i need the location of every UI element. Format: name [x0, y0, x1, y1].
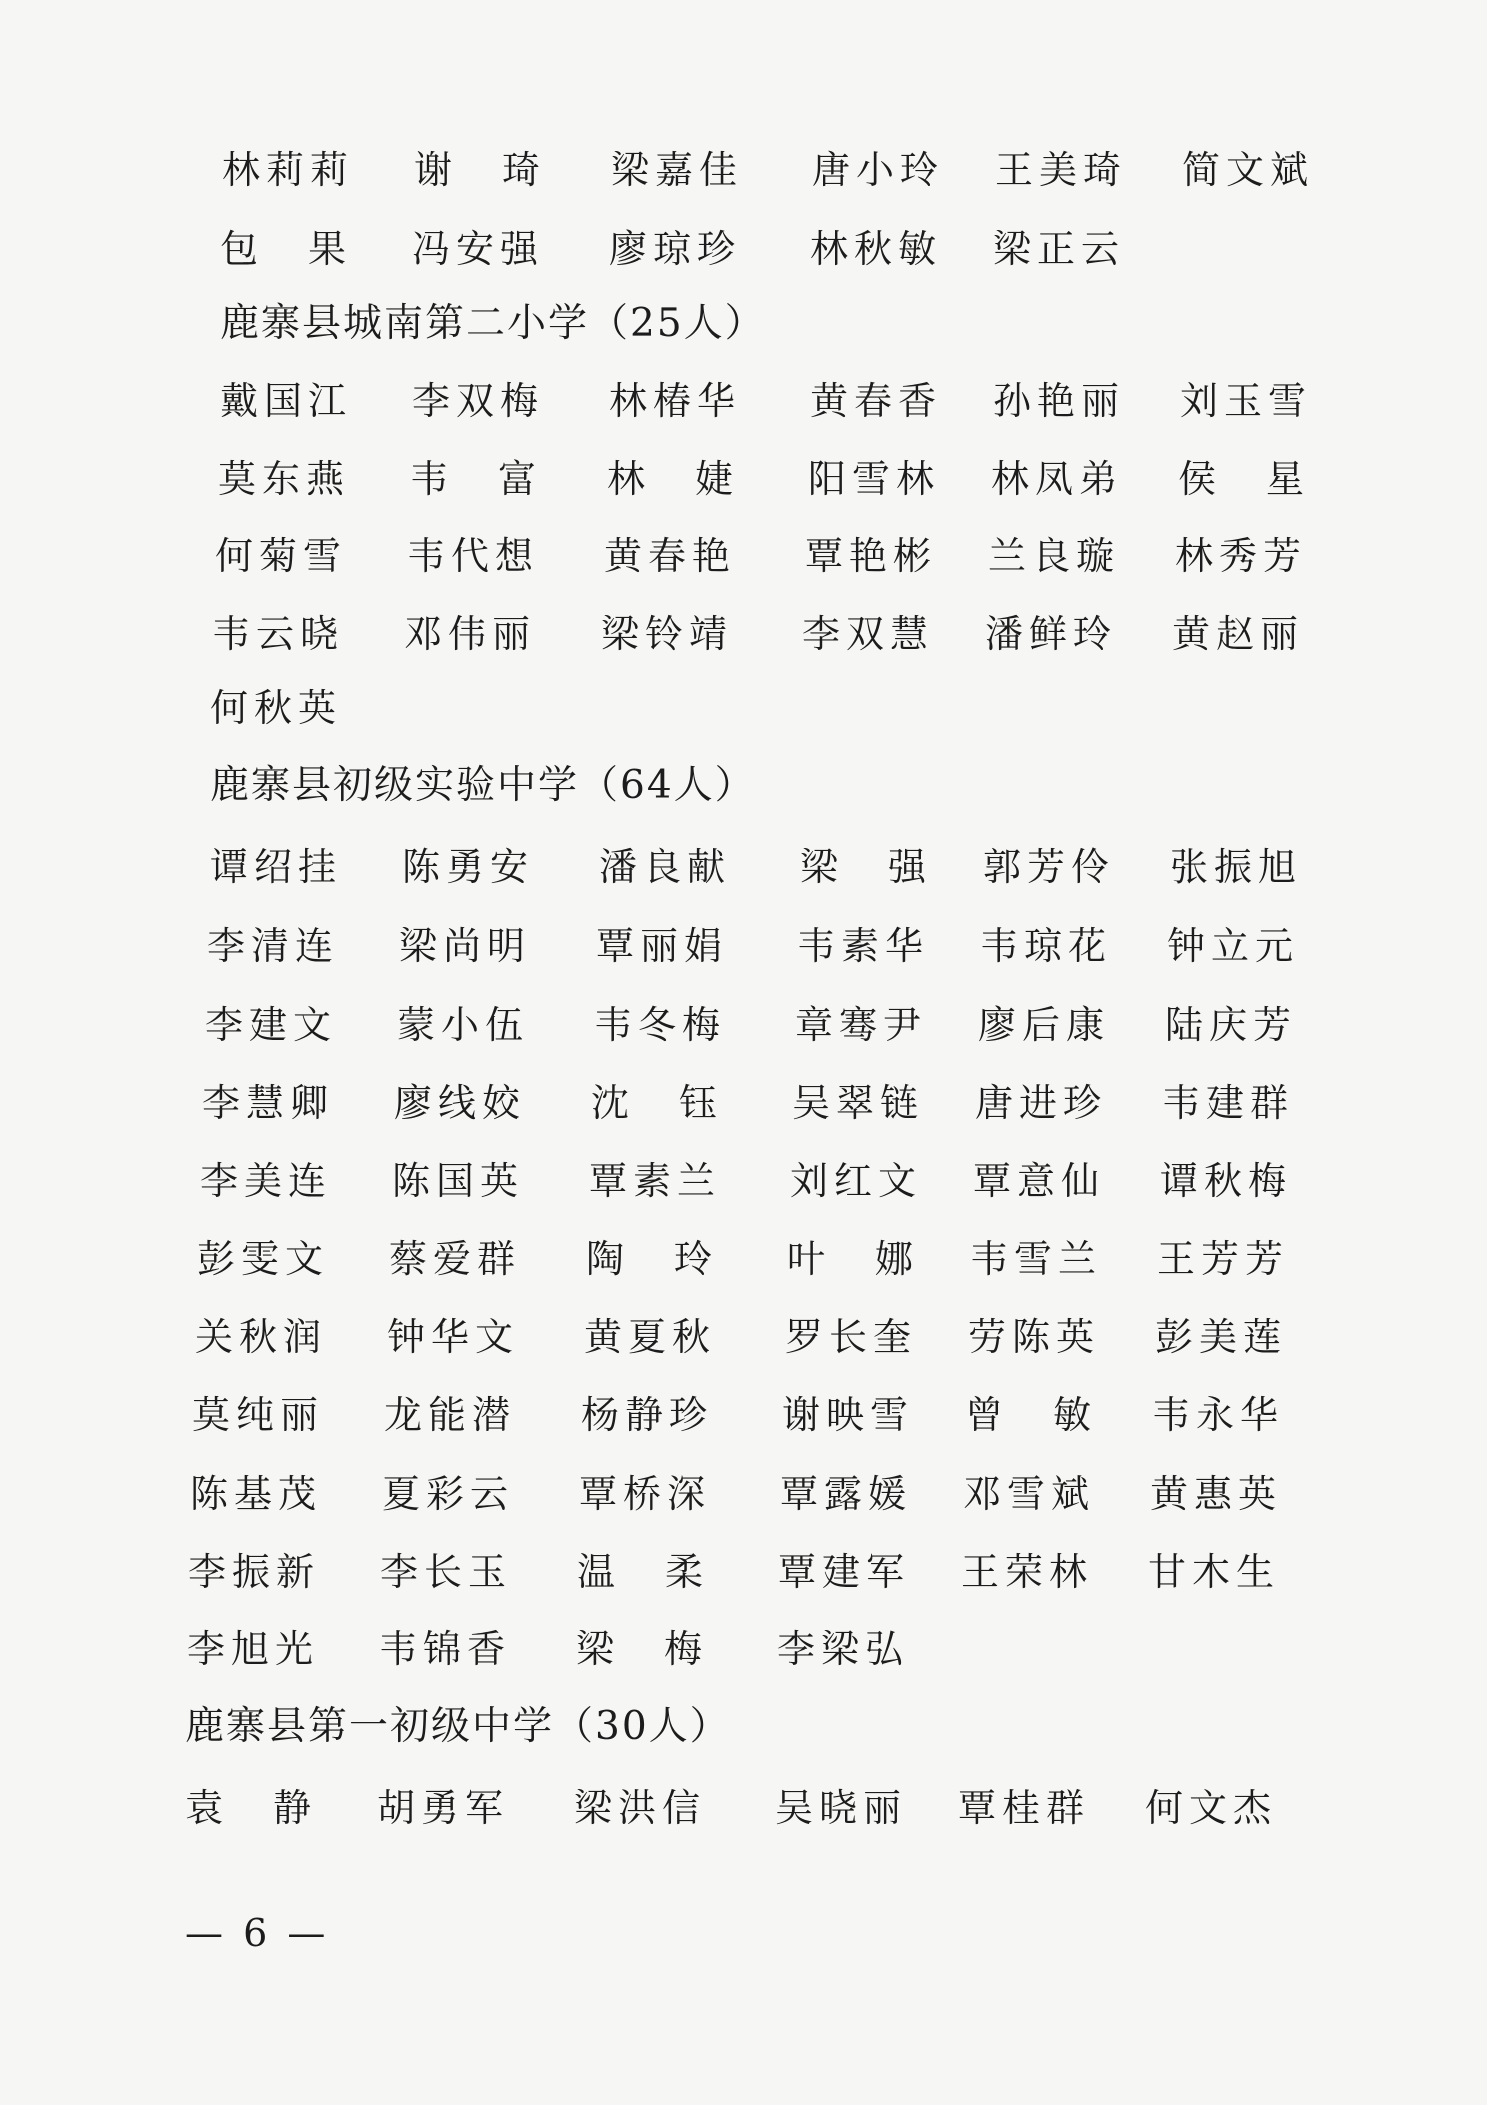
person-name: 王荣林	[961, 1550, 1094, 1594]
person-name: 覃桥深	[579, 1472, 712, 1516]
person-name: 刘红文	[790, 1159, 923, 1203]
person-name: 戴国江	[220, 379, 353, 423]
person-name: 梁尚明	[399, 924, 532, 968]
person-name: 覃桂群	[958, 1786, 1091, 1830]
person-name: 王芳芳	[1157, 1237, 1290, 1281]
person-name: 彭美莲	[1155, 1315, 1288, 1359]
person-name: 袁 静	[185, 1786, 318, 1830]
person-name: 蒙小伍	[397, 1003, 530, 1047]
person-name: 黄夏秋	[584, 1315, 717, 1359]
person-name: 莫纯丽	[192, 1393, 325, 1437]
person-name: 胡勇军	[377, 1786, 510, 1830]
person-name: 陈国英	[392, 1159, 525, 1203]
person-name: 覃建军	[778, 1550, 911, 1594]
person-name: 韦锦香	[379, 1627, 512, 1671]
person-name: 陶 玲	[586, 1237, 719, 1281]
page-number: — 6 —	[185, 1911, 330, 1955]
person-name: 蔡爱群	[389, 1237, 522, 1281]
person-name: 覃丽娟	[596, 924, 729, 968]
person-name: 林秀芳	[1175, 534, 1308, 578]
person-name: 钟立元	[1167, 924, 1300, 968]
person-name: 刘玉雪	[1180, 379, 1313, 423]
school-heading: 鹿寨县初级实验中学（64人）	[210, 763, 756, 808]
person-name: 张振旭	[1170, 845, 1303, 889]
person-name: 韦 富	[410, 457, 543, 501]
person-name: 韦代想	[407, 534, 540, 578]
person-name: 罗长奎	[785, 1315, 918, 1359]
person-name: 王美琦	[995, 148, 1128, 192]
person-name: 陈基茂	[190, 1472, 323, 1516]
person-name: 郭芳伶	[983, 845, 1116, 889]
person-name: 梁 梅	[576, 1627, 709, 1671]
person-name: 覃素兰	[589, 1159, 722, 1203]
person-name: 唐小玲	[812, 148, 945, 192]
person-name: 覃艳彬	[805, 534, 938, 578]
person-name: 夏彩云	[382, 1472, 515, 1516]
person-name: 李梁弘	[777, 1627, 910, 1671]
person-name: 章骞尹	[795, 1003, 928, 1047]
person-name: 侯 星	[1178, 457, 1311, 501]
person-name: 韦素华	[797, 924, 930, 968]
person-name: 陆庆芳	[1165, 1003, 1298, 1047]
person-name: 莫东燕	[218, 457, 351, 501]
person-name: 潘良献	[599, 845, 732, 889]
person-name: 阳雪林	[808, 457, 941, 501]
person-name: 黄春艳	[604, 534, 737, 578]
person-name: 黄惠英	[1150, 1472, 1283, 1516]
person-name: 曾 敏	[965, 1393, 1098, 1437]
person-name: 韦冬梅	[594, 1003, 727, 1047]
person-name: 廖琼珍	[609, 227, 742, 271]
person-name: 韦永华	[1152, 1393, 1285, 1437]
person-name: 陈勇安	[402, 845, 535, 889]
person-name: 梁铃靖	[601, 612, 734, 656]
person-name: 谢映雪	[782, 1393, 915, 1437]
person-name: 林 婕	[607, 457, 740, 501]
person-name: 包 果	[220, 227, 353, 271]
person-name: 李双慧	[802, 612, 935, 656]
person-name: 廖线姣	[394, 1081, 527, 1125]
person-name: 邓伟丽	[404, 612, 537, 656]
person-name: 何文杰	[1145, 1786, 1278, 1830]
person-name: 李美连	[200, 1159, 333, 1203]
person-name: 韦琼花	[980, 924, 1113, 968]
person-name: 李建文	[205, 1003, 338, 1047]
person-name: 梁洪信	[574, 1786, 707, 1830]
person-name: 韦雪兰	[970, 1237, 1103, 1281]
person-name: 钟华文	[387, 1315, 520, 1359]
person-name: 关秋润	[195, 1315, 328, 1359]
person-name: 兰良璇	[988, 534, 1121, 578]
person-name: 邓雪斌	[963, 1472, 1096, 1516]
person-name: 李双梅	[412, 379, 545, 423]
school-heading: 鹿寨县城南第二小学（25人）	[220, 301, 766, 346]
person-name: 劳陈英	[968, 1315, 1101, 1359]
person-name: 梁 强	[800, 845, 933, 889]
person-name: 冯安强	[412, 227, 545, 271]
school-heading: 鹿寨县第一初级中学（30人）	[185, 1704, 731, 1749]
person-name: 孙艳丽	[993, 379, 1126, 423]
person-name: 李慧卿	[202, 1081, 335, 1125]
person-name: 杨静珍	[581, 1393, 714, 1437]
person-name: 彭雯文	[197, 1237, 330, 1281]
person-name: 何菊雪	[215, 534, 348, 578]
person-name: 黄赵丽	[1172, 612, 1305, 656]
person-name: 李清连	[207, 924, 340, 968]
person-name: 吴晓丽	[775, 1786, 908, 1830]
person-name: 林秋敏	[810, 227, 943, 271]
person-name: 韦云晓	[212, 612, 345, 656]
person-name: 谢 琦	[414, 148, 547, 192]
person-name: 廖后康	[978, 1003, 1111, 1047]
person-name: 龙能潜	[384, 1393, 517, 1437]
person-name: 梁嘉佳	[611, 148, 744, 192]
person-name: 叶 娜	[787, 1237, 920, 1281]
person-name: 谭秋梅	[1160, 1159, 1293, 1203]
person-name: 林椿华	[609, 379, 742, 423]
person-name: 何秋英	[210, 686, 343, 730]
person-name: 林凤弟	[991, 457, 1124, 501]
person-name: 甘木生	[1148, 1550, 1281, 1594]
person-name: 谭绍挂	[210, 845, 343, 889]
person-name: 梁正云	[993, 227, 1126, 271]
person-name: 韦建群	[1162, 1081, 1295, 1125]
person-name: 黄春香	[810, 379, 943, 423]
person-name: 唐进珍	[975, 1081, 1108, 1125]
person-name: 简文斌	[1182, 148, 1315, 192]
person-name: 沈 钰	[591, 1081, 724, 1125]
person-name: 李振新	[188, 1550, 321, 1594]
person-name: 覃意仙	[973, 1159, 1106, 1203]
person-name: 李长玉	[380, 1550, 513, 1594]
person-name: 李旭光	[187, 1627, 320, 1671]
person-name: 林莉莉	[222, 148, 355, 192]
person-name: 潘鲜玲	[985, 612, 1118, 656]
person-name: 覃露媛	[780, 1472, 913, 1516]
person-name: 温 柔	[577, 1550, 710, 1594]
person-name: 吴翠链	[792, 1081, 925, 1125]
